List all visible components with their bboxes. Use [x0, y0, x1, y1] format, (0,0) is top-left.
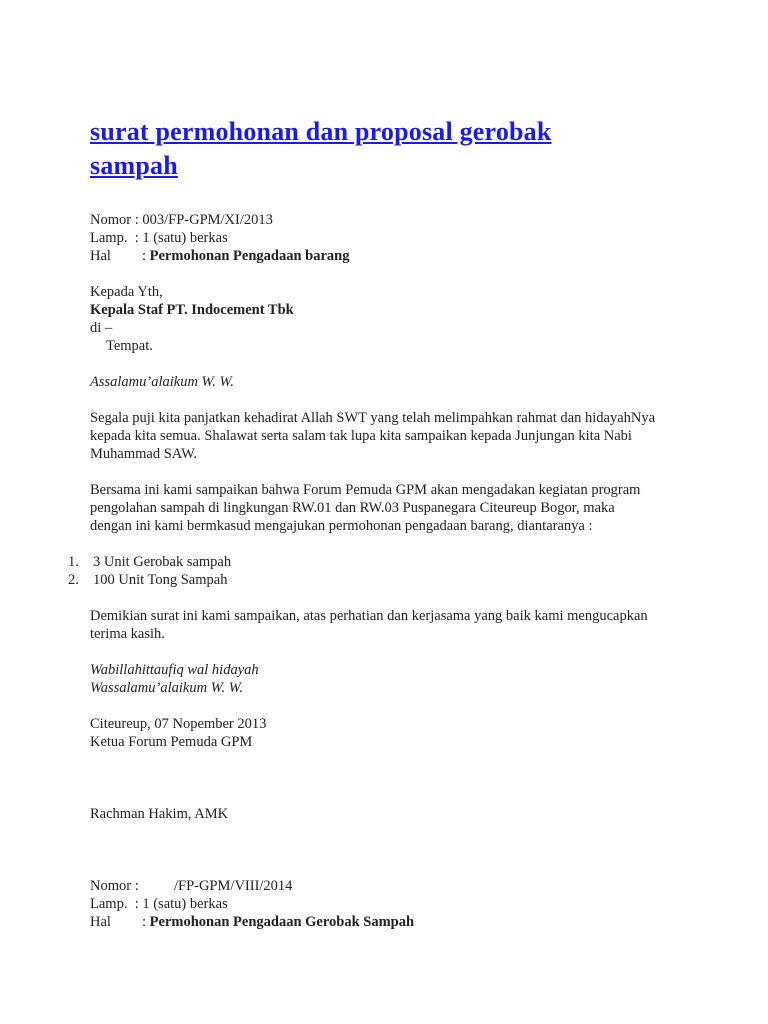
- list-item-text: 3 Unit Gerobak sampah: [93, 554, 232, 570]
- title-line-1[interactable]: surat permohonan dan proposal gerobak: [90, 117, 552, 146]
- paragraph-2-line: dengan ini kami bermkasud mengajukan permohonan pengadaan barang, diantaranya :: [90, 518, 593, 534]
- letter-2-number: [90, 877, 690, 895]
- letter-attachment: Lamp. : 1 (satu) berkas: [90, 230, 228, 246]
- list-item-number: 1.: [68, 554, 79, 570]
- paragraph-3-line: Demikian surat ini kami sampaikan, atas perhatian dan kerjasama yang baik kami mengucapkan: [90, 608, 648, 624]
- paragraph-2: [90, 481, 690, 535]
- paragraph-2-line: pengolahan sampah di lingkungan RW.01 dan RW.03 Puspanegara Citeureup Bogor, maka: [90, 500, 615, 516]
- greeting-to: Kepada Yth,: [90, 284, 163, 300]
- letter-subject: [90, 247, 690, 265]
- paragraph-2-line: Bersama ini kami sampaikan bahwa Forum Pemuda GPM akan mengadakan kegiatan program: [90, 482, 641, 498]
- paragraph-1: [90, 409, 690, 463]
- subject-value: Permohonan Pengadaan barang: [149, 248, 350, 264]
- list-item-text: 100 Unit Tong Sampah: [93, 572, 228, 588]
- subject-label: Hal: [90, 248, 111, 264]
- signer-position: Ketua Forum Pemuda GPM: [90, 734, 253, 750]
- letter-2-subject-value: Permohonan Pengadaan Gerobak Sampah: [149, 914, 415, 930]
- closing-line-2: Wassalamu’alaikum W. W.: [90, 680, 244, 696]
- paragraph-3: [90, 607, 690, 643]
- letter-2-subject-label: Hal: [90, 914, 111, 930]
- document: [68, 115, 690, 931]
- page-title[interactable]: [90, 115, 690, 183]
- paragraph-1-line: kepada kita semua. Shalawat serta salam tak lupa kita sampaikan kepada Junjungan kita Nabi: [90, 428, 632, 444]
- letter-number: Nomor : 003/FP-GPM/XI/2013: [90, 212, 273, 228]
- letter-2-number-label: Nomor :: [90, 878, 139, 894]
- paragraph-1-line: Segala puji kita panjatkan kehadirat Allah SWT yang telah melimpahkan rahmat dan hidayahNya: [90, 410, 656, 426]
- list-item: [68, 553, 668, 571]
- list-item: [68, 571, 668, 589]
- recipient-place: Tempat.: [106, 338, 153, 354]
- recipient-name: Kepala Staf PT. Indocement Tbk: [90, 302, 294, 318]
- paragraph-3-line: terima kasih.: [90, 626, 165, 642]
- recipient-at: di –: [90, 320, 113, 336]
- opening-salutation: Assalamu’alaikum W. W.: [90, 374, 234, 390]
- letter-2-subject-colon: :: [142, 914, 150, 930]
- title-line-2[interactable]: sampah: [90, 151, 178, 180]
- place-date: Citeureup, 07 Nopember 2013: [90, 716, 267, 732]
- letter-2-subject: [90, 913, 690, 931]
- closing-line-1: Wabillahittaufiq wal hidayah: [90, 662, 259, 678]
- letter-2-attachment: Lamp. : 1 (satu) berkas: [90, 896, 228, 912]
- list-item-number: 2.: [68, 572, 79, 588]
- subject-colon: :: [142, 248, 150, 264]
- item-list: [68, 553, 668, 589]
- paragraph-1-line: Muhammad SAW.: [90, 446, 198, 462]
- letter-2-number-value: /FP-GPM/VIII/2014: [174, 878, 293, 894]
- signer-name: Rachman Hakim, AMK: [90, 806, 229, 822]
